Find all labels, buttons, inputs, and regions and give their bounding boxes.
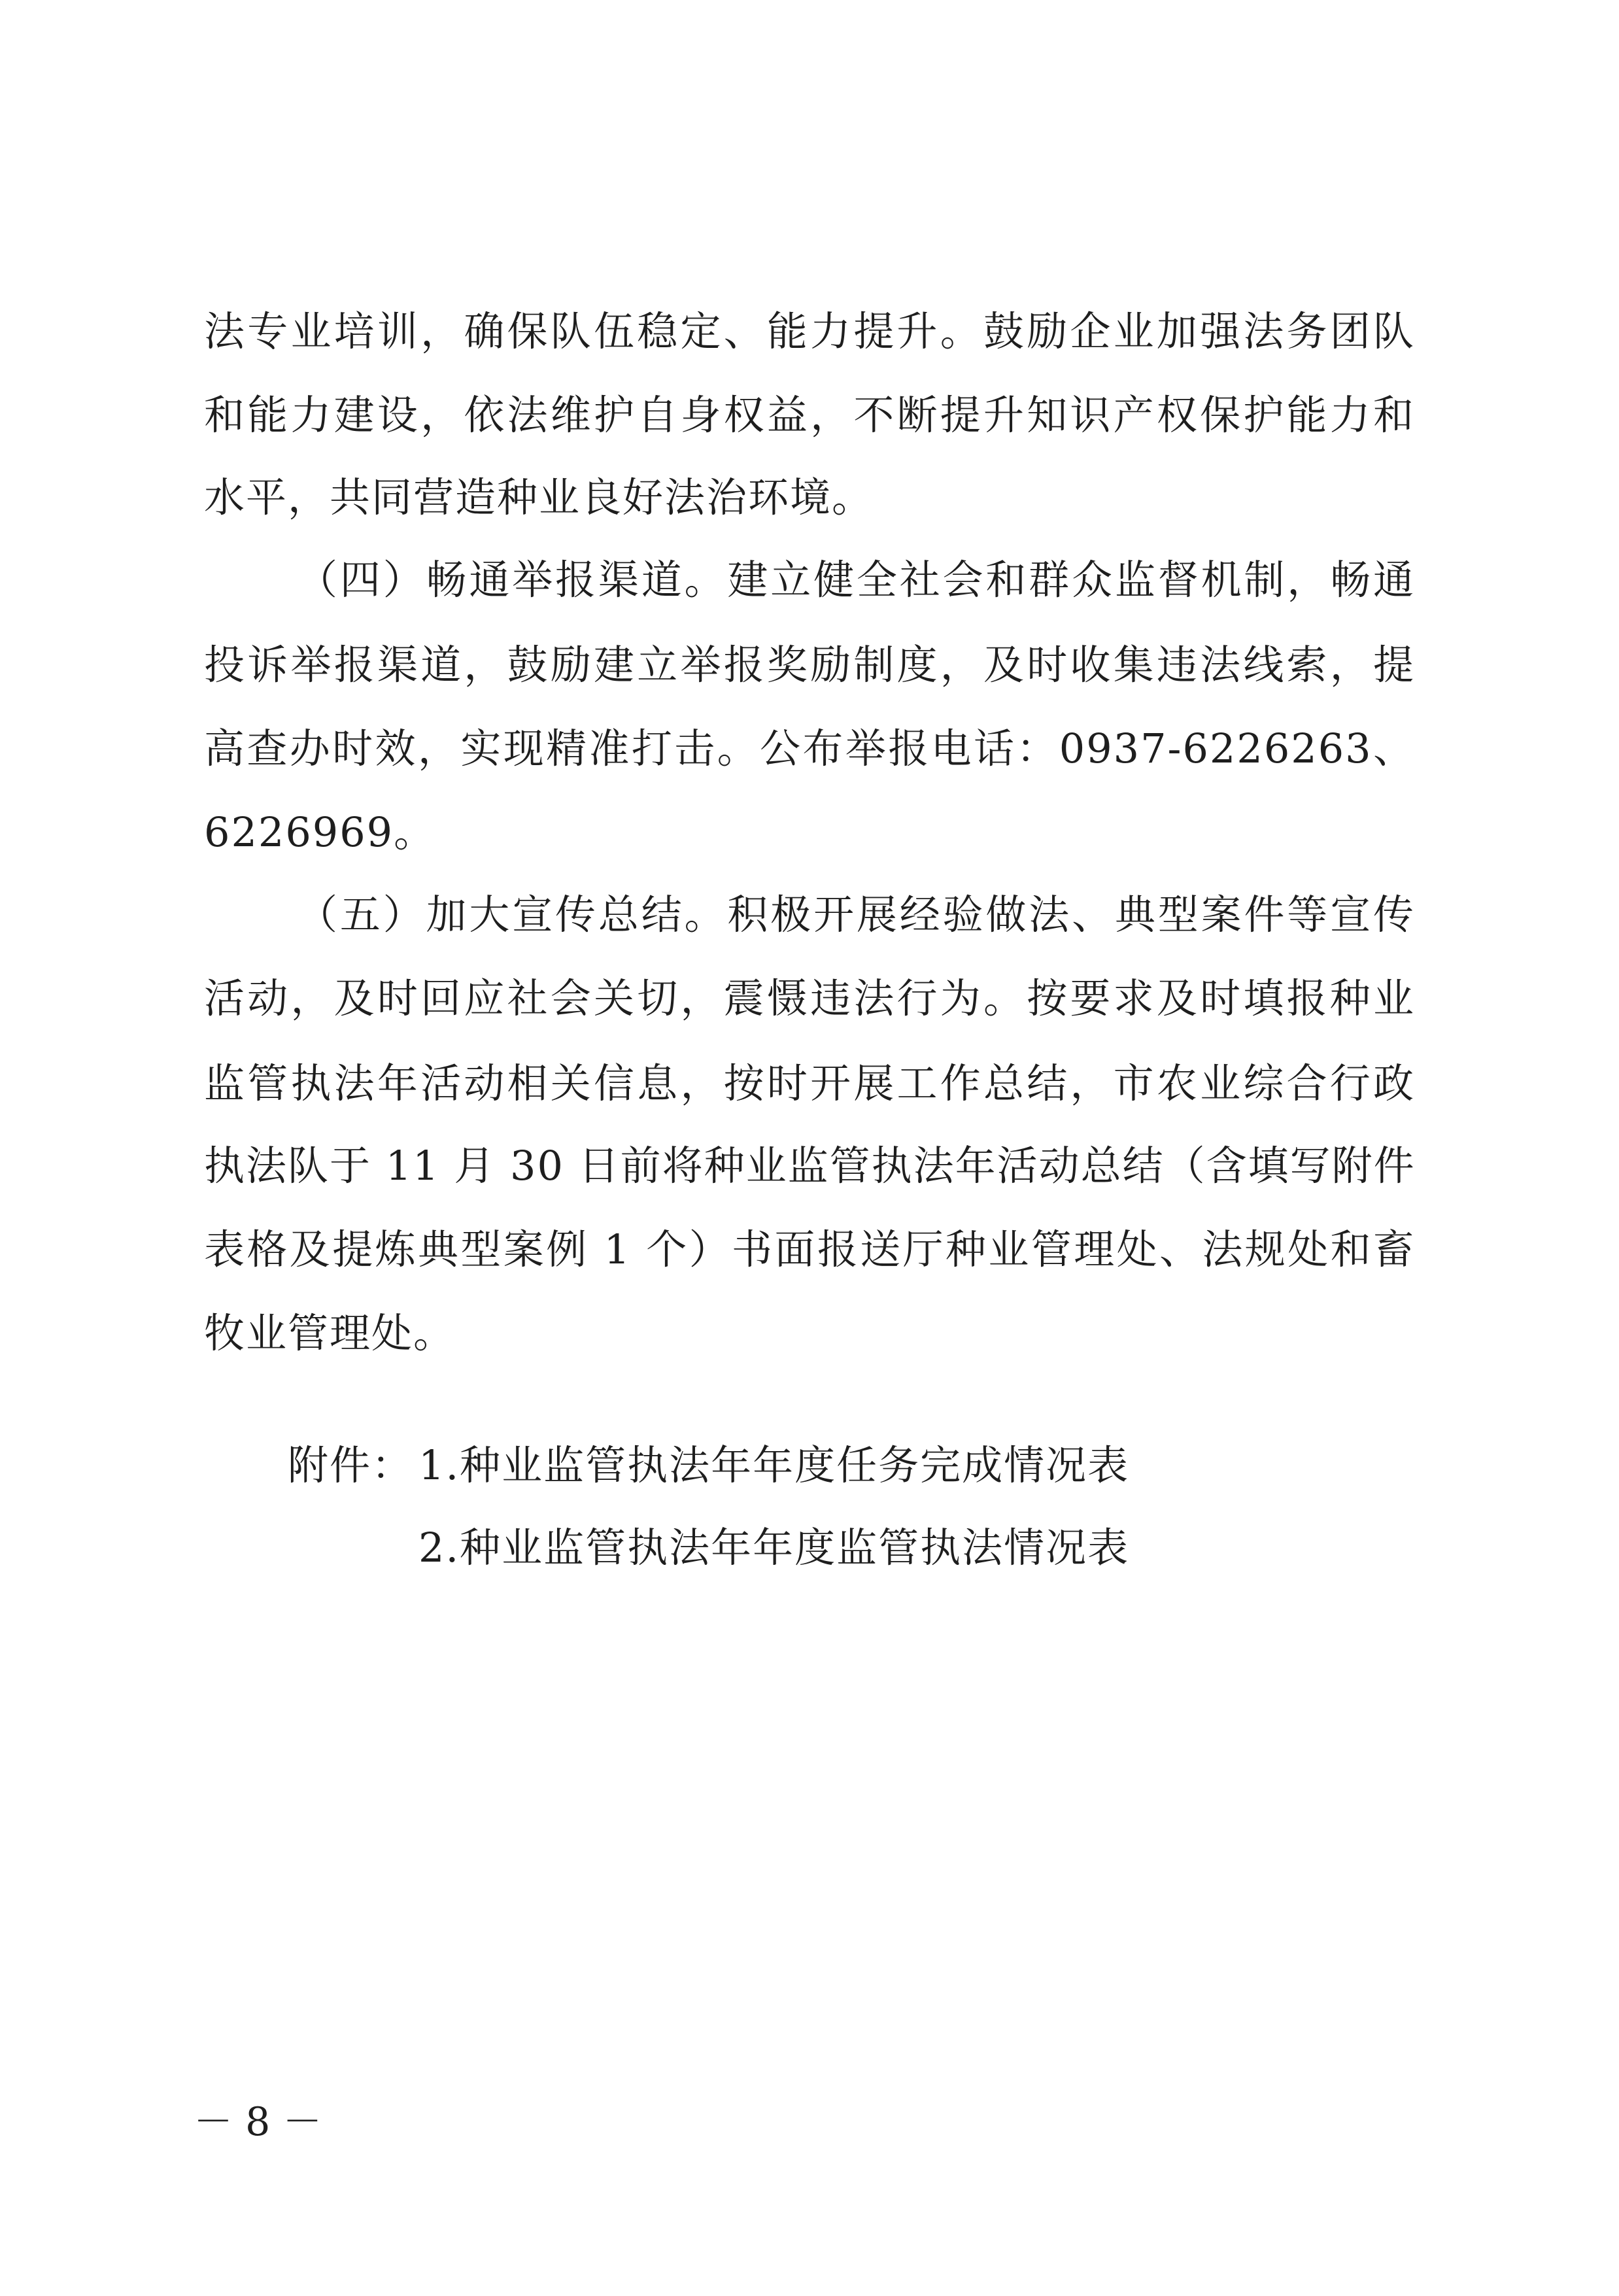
para3-line-5: 表格及提炼典型案例 1 个）书面报送厅种业管理处、法规处和畜 [204, 1225, 1415, 1273]
page-number: － 8 － [194, 2099, 322, 2145]
para1-line-3: 水平，共同营造种业良好法治环境。 [204, 473, 874, 521]
para3-line-6: 牧业管理处。 [204, 1309, 456, 1357]
para2-line-4: 6226969。 [204, 808, 436, 856]
attachment-label: 附件： [288, 1441, 414, 1489]
para1-line-1: 法专业培训，确保队伍稳定、能力提升。鼓励企业加强法务团队 [204, 307, 1415, 355]
para3-line-1: （五）加大宣传总结。积极开展经验做法、典型案件等宣传 [297, 891, 1415, 938]
para2-line-2: 投诉举报渠道，鼓励建立举报奖励制度，及时收集违法线索，提 [204, 641, 1415, 689]
attachment-item-1: 1.种业监管执法年年度任务完成情况表 [418, 1441, 1130, 1489]
para2-line-3: 高查办时效，实现精准打击。公布举报电话：0937-6226263、 [204, 725, 1415, 772]
para1-line-2: 和能力建设，依法维护自身权益，不断提升知识产权保护能力和 [204, 391, 1415, 439]
para3-line-4: 执法队于 11 月 30 日前将种业监管执法年活动总结（含填写附件 [204, 1142, 1416, 1190]
para3-line-3: 监管执法年活动相关信息，按时开展工作总结，市农业综合行政 [204, 1059, 1415, 1107]
attachment-item-2: 2.种业监管执法年年度监管执法情况表 [418, 1524, 1130, 1571]
para2-line-1: （四）畅通举报渠道。建立健全社会和群众监督机制，畅通 [297, 556, 1415, 604]
para3-line-2: 活动，及时回应社会关切，震慑违法行为。按要求及时填报种业 [204, 974, 1415, 1022]
